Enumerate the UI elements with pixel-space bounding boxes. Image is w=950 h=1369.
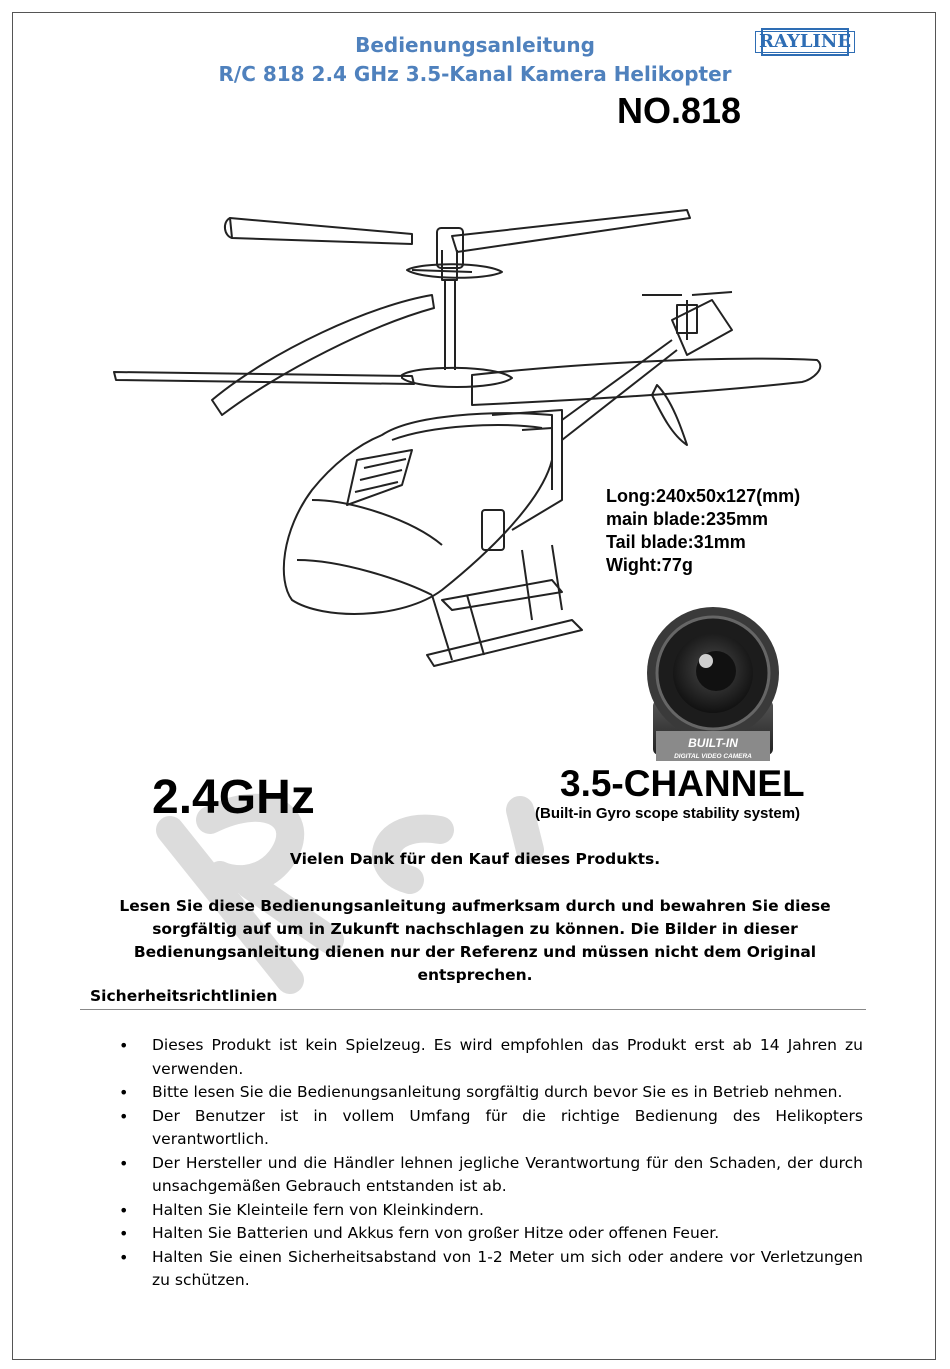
bullet-icon: • xyxy=(119,1083,129,1102)
spec-main-blade: main blade:235mm xyxy=(606,509,769,529)
section-title-safety: Sicherheitsrichtlinien xyxy=(90,987,278,1005)
bullet-icon: • xyxy=(119,1106,129,1126)
upper-blade-right xyxy=(452,210,690,252)
brand-logo xyxy=(758,28,852,56)
list-item-text: Dieses Produkt ist kein Spielzeug. Es wird empfohlen das Produkt erst ab 14 Jahren zu verwenden. xyxy=(152,1036,863,1078)
bullet-icon: • xyxy=(119,1200,129,1220)
brand-logo-text: RAYLINE xyxy=(755,31,855,53)
bullet-icon: • xyxy=(119,1247,129,1267)
bullet-icon: • xyxy=(119,1036,129,1055)
list-item-text: Halten Sie Kleinteile fern von Kleinkindern. xyxy=(152,1200,484,1219)
lower-blade-left xyxy=(212,295,434,415)
frequency-label: 2.4GHz xyxy=(152,771,315,824)
list-item xyxy=(115,1246,863,1293)
bullet-icon: • xyxy=(119,1153,129,1173)
list-item xyxy=(115,1034,863,1081)
document-title: Bedienungsanleitung xyxy=(355,33,595,57)
helicopter-illustration xyxy=(112,200,832,670)
camera-badge-line2: DIGITAL VIDEO CAMERA xyxy=(674,753,752,760)
camera-badge-line1: BUILT-IN xyxy=(688,736,738,750)
list-item xyxy=(115,1199,863,1223)
spec-length: Long:240x50x127(mm) xyxy=(606,486,801,506)
upper-blade-left xyxy=(230,218,412,244)
lower-blade-right xyxy=(472,359,820,405)
document-subtitle: R/C 818 2.4 GHz 3.5-Kanal Kamera Helikopter xyxy=(218,62,732,86)
list-item-text: Halten Sie einen Sicherheitsabstand von 1-2 Meter um sich oder andere vor Verletzungen zu schützen. xyxy=(152,1247,863,1289)
canopy xyxy=(284,413,552,614)
spec-tail-blade: Tail blade:31mm xyxy=(606,532,746,552)
list-item xyxy=(115,1105,863,1152)
list-item-text: Bitte lesen Sie die Bedienungsanleitung sorgfältig durch bevor Sie es in Betrieb nehmen. xyxy=(152,1083,843,1101)
list-item xyxy=(115,1152,863,1199)
safety-list xyxy=(115,1034,863,1293)
section-divider xyxy=(80,1009,866,1010)
list-item xyxy=(115,1222,863,1246)
channel-label: 3.5-CHANNEL xyxy=(560,763,805,804)
model-number: NO.818 xyxy=(617,90,742,131)
list-item-text: Halten Sie Batterien und Akkus fern von großer Hitze oder offenen Feuer. xyxy=(152,1224,720,1242)
channel-sublabel: (Built-in Gyro scope stability system) xyxy=(535,805,801,822)
spec-weight: Wight:77g xyxy=(606,555,693,575)
intro-paragraph: Lesen Sie diese Bedienungsanleitung aufmerksam durch und bewahren Sie diese sorgfältig auf um in Zukunft nachschlagen zu können. Die Bilder in dieser Bedienungsanleitung dienen nur der Referenz und müssen nicht dem Original entsprechen. xyxy=(119,897,831,984)
thanks-line: Vielen Dank für den Kauf dieses Produkts. xyxy=(289,850,661,868)
list-item-text: Der Hersteller und die Händler lehnen jegliche Verantwortung für den Schaden, der durch unsachgemäßen Gebrauch entstanden ist ab. xyxy=(152,1153,863,1195)
list-item-text: Der Benutzer ist in vollem Umfang für die richtige Bedienung des Helikopters verantwortlich. xyxy=(152,1106,863,1148)
list-item xyxy=(115,1081,863,1105)
lower-tail-boom-line xyxy=(114,372,414,384)
camera-icon xyxy=(638,605,788,770)
bullet-icon: • xyxy=(119,1224,129,1243)
spec-block xyxy=(606,485,800,577)
